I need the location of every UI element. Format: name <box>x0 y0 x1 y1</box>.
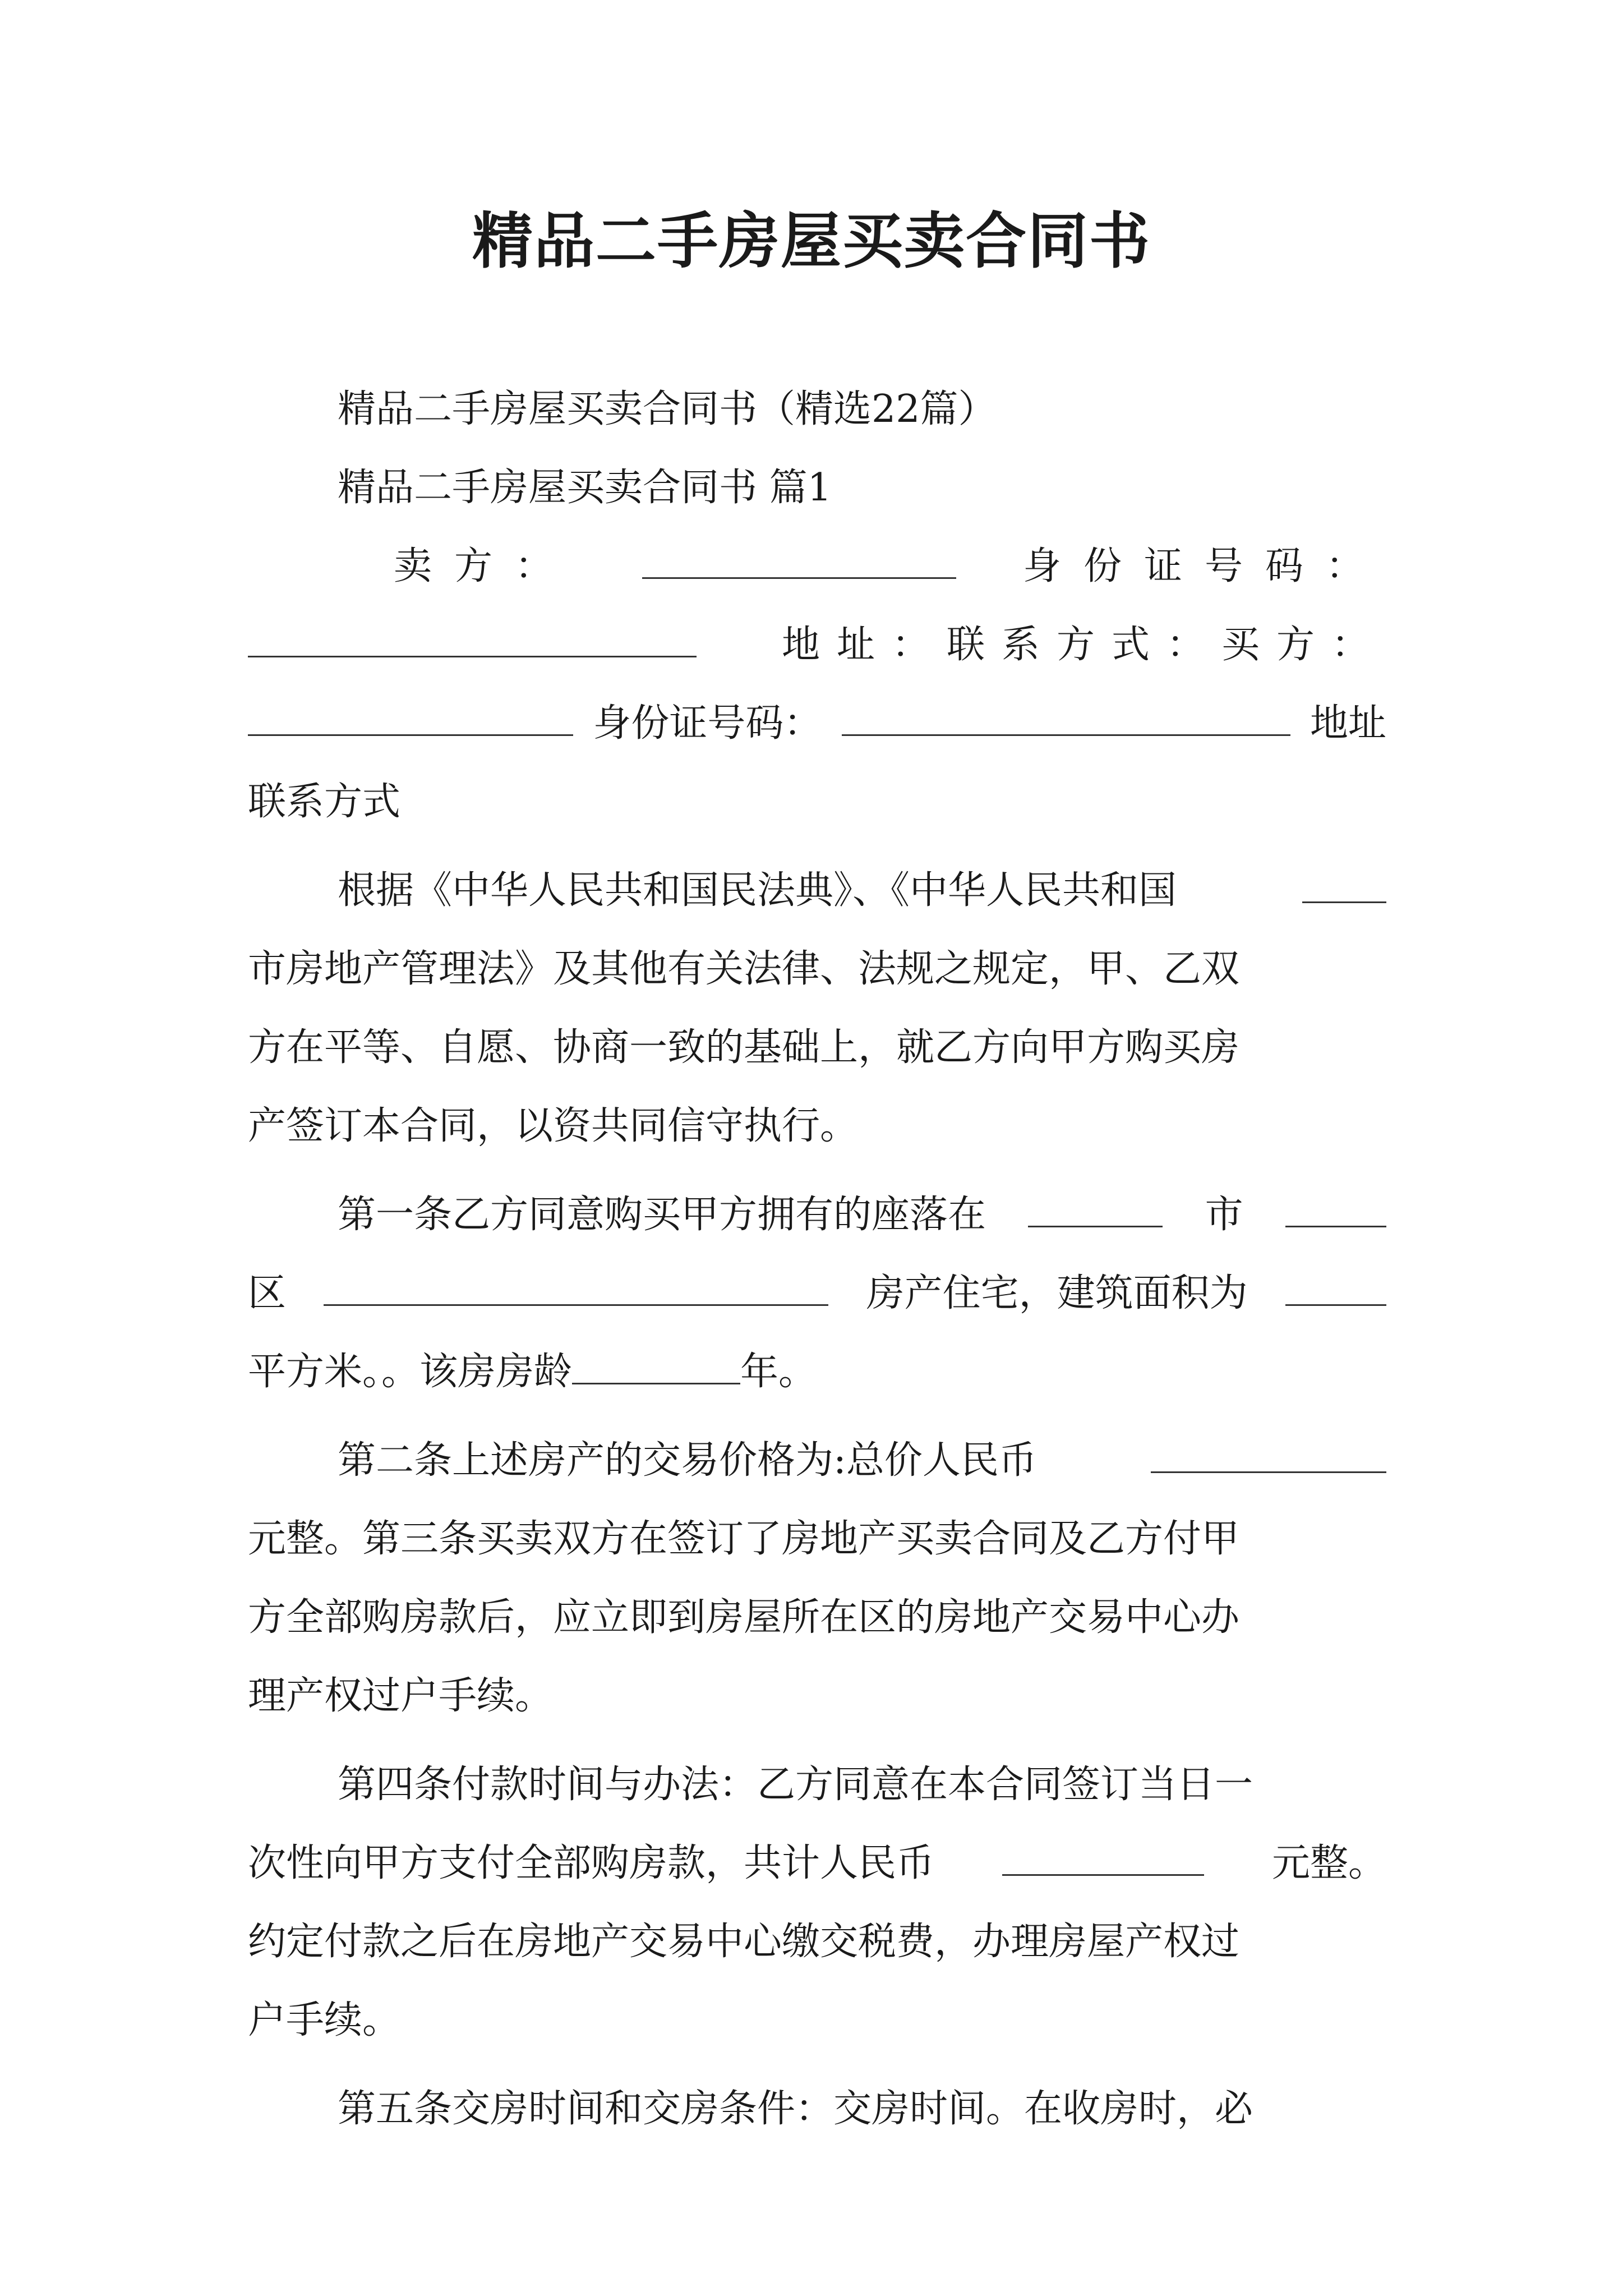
seller-id-blank <box>248 622 697 657</box>
parties-line-2 <box>248 606 1386 684</box>
a4-amount-blank <box>1002 1840 1204 1876</box>
buyer-id-label: 身份证号码： <box>593 701 822 746</box>
a4-text-3: 元整。 <box>1271 1841 1386 1885</box>
a1-text-2: 房产住宅，建筑面积为 <box>866 1271 1248 1315</box>
buyer-address-label: 地址 <box>1310 701 1386 746</box>
a2-line-4: 理产权过户手续。 <box>248 1674 554 1718</box>
parties-line-1 <box>248 527 1386 606</box>
a1-district-blank-1 <box>1285 1191 1386 1227</box>
a1-line-3 <box>248 1333 1386 1411</box>
p1-line-3: 方在平等、自愿、协商一致的基础上，就乙方向甲方购买房 <box>248 1025 1240 1070</box>
buyer-blank <box>248 700 573 736</box>
seller-id-label: 身份证号码： <box>1022 544 1386 588</box>
a4-text-2: 次性向甲方支付全部购房款，共计人民币 <box>248 1841 935 1885</box>
seller-blank <box>642 543 956 579</box>
seller-label: 卖方： <box>394 544 576 588</box>
section-heading: 精品二手房屋买卖合同书 篇1 <box>338 466 832 510</box>
a4-line-4: 户手续。 <box>248 1998 401 2042</box>
address-contact-buyer-label: 地址：联系方式：买方： <box>781 623 1386 667</box>
parties-line-3 <box>248 684 1386 763</box>
a1-year-label: 年。 <box>740 1350 817 1394</box>
a1-district-label: 区 <box>248 1271 287 1315</box>
city-blank <box>1302 867 1386 903</box>
document-title: 精品二手房屋买卖合同书 <box>472 206 1151 277</box>
buyer-id-blank <box>842 700 1290 736</box>
subtitle: 精品二手房屋买卖合同书（精选22篇） <box>338 387 997 431</box>
a1-area-blank <box>1285 1270 1386 1306</box>
a1-address-blank <box>324 1270 828 1306</box>
a4-line-3: 约定付款之后在房地产交易中心缴交税费，办理房屋产权过 <box>248 1920 1240 1964</box>
document-body <box>248 370 1386 2148</box>
buyer-contact-label: 联系方式 <box>248 780 401 824</box>
a1-city-label: 市 <box>1205 1193 1243 1237</box>
a2-line-1 <box>248 1421 1386 1500</box>
a2-text-1: 第二条上述房产的交易价格为:总价人民币 <box>338 1438 1037 1483</box>
p1-text-1: 根据《中华人民共和国民法典》、《中华人民共和国 <box>338 868 1177 913</box>
a4-line-1: 第四条付款时间与办法：乙方同意在本合同签订当日一 <box>338 1763 1253 1807</box>
a1-text-1: 第一条乙方同意购买甲方拥有的座落在 <box>338 1193 986 1237</box>
p1-line-2: 市房地产管理法》及其他有关法律、法规之规定，甲、乙双 <box>248 947 1240 991</box>
a2-line-2: 元整。第三条买卖双方在签订了房地产买卖合同及乙方付甲 <box>248 1517 1240 1561</box>
a1-age-blank <box>572 1349 740 1384</box>
a1-city-blank <box>1028 1191 1163 1227</box>
a1-line-1 <box>248 1176 1386 1254</box>
a1-text-3: 平方米。。该房房龄 <box>248 1350 573 1394</box>
a4-line-2 <box>248 1824 1386 1903</box>
a1-line-2 <box>248 1254 1386 1333</box>
a5-line-1: 第五条交房时间和交房条件：交房时间。在收房时，必 <box>338 2087 1253 2131</box>
p1-line-1 <box>248 852 1386 930</box>
a2-price-blank <box>1151 1437 1386 1473</box>
a2-line-3: 方全部购房款后，应立即到房屋所在区的房地产交易中心办 <box>248 1595 1240 1640</box>
p1-line-4: 产签订本合同，以资共同信守执行。 <box>248 1104 859 1148</box>
